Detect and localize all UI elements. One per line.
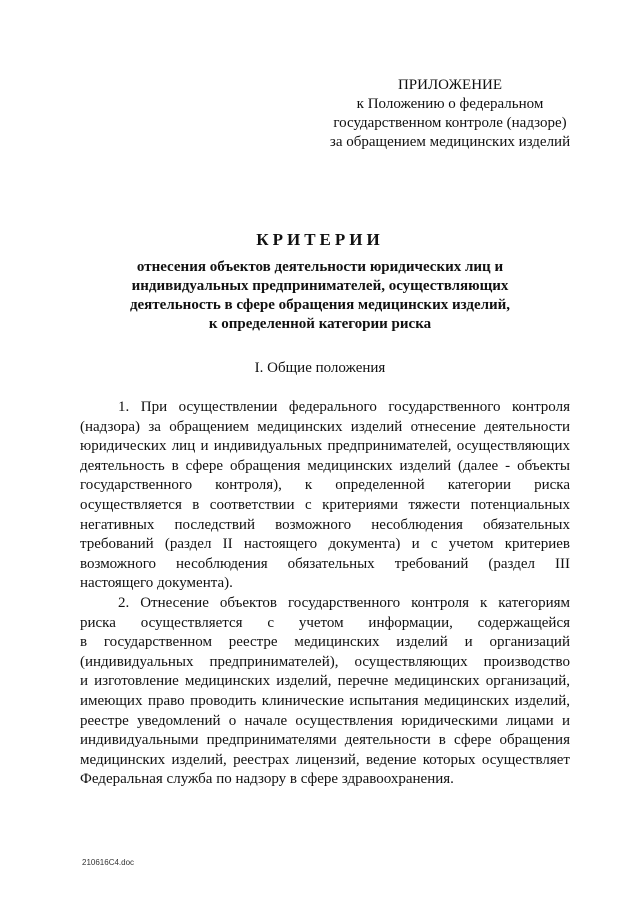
section-heading: I. Общие положения [254, 360, 386, 376]
paragraph-line: имеющих право проводить клинические испытания медицинских изделий, [80, 692, 570, 709]
paragraph-line: требований (раздел II настоящего документа) и с учетом критериев [80, 536, 570, 553]
paragraph-2 [80, 594, 570, 790]
paragraph-line: негативных последствий возможного несоблюдения обязательных [80, 516, 570, 533]
paragraph-line: и изготовление медицинских изделий, перечне медицинских организаций, [80, 673, 570, 690]
paragraph-1 [80, 398, 570, 594]
paragraph-line: настоящего документа). [80, 575, 233, 592]
document-body [80, 398, 570, 790]
document-title: КРИТЕРИИ [256, 230, 384, 249]
subtitle-line: деятельность в сфере обращения медицинских изделий, [129, 297, 511, 313]
paragraph-line: индивидуальными предпринимателями деятельности в сфере обращения [80, 732, 570, 749]
appendix-line: к Положению о федеральном [356, 96, 544, 112]
paragraph-line: медицинских изделий, реестрах лицензий, ведение которых осуществляет [80, 751, 570, 768]
paragraph-line: 1. При осуществлении федерального государственного контроля [118, 399, 570, 415]
appendix-line: за обращением медицинских изделий [329, 134, 571, 150]
paragraph-line: реестре уведомлений о начале осуществления юридическими лицами и [80, 712, 570, 729]
document-subtitle [80, 258, 560, 334]
paragraph-line: риска осуществляется с учетом информации, содержащейся [80, 614, 570, 631]
paragraph-line: Федеральная служба по надзору в сфере здравоохранения. [80, 771, 454, 788]
appendix-line: ПРИЛОЖЕНИЕ [397, 77, 503, 93]
appendix-header [300, 76, 600, 152]
paragraph-line: государственного контроля), к определенной категории риска [80, 477, 570, 494]
subtitle-line: индивидуальных предпринимателей, осуществляющих [131, 278, 509, 294]
paragraph-line: в государственном реестре медицинских изделий и организаций [80, 634, 570, 651]
paragraph-line: (надзора) за обращением медицинских изделий отнесение деятельности [80, 418, 570, 435]
paragraph-line: осуществляется в соответствии с критериями тяжести потенциальных [80, 496, 570, 513]
paragraph-line: деятельность в сфере обращения медицинских изделий (далее - объекты [80, 457, 570, 474]
subtitle-line: отнесения объектов деятельности юридических лиц и [136, 259, 504, 275]
subtitle-line: к определенной категории риска [208, 316, 432, 332]
file-name-footer: 210616C4.doc [82, 858, 135, 867]
paragraph-line: возможного несоблюдения обязательных требований (раздел III [80, 555, 570, 572]
paragraph-line: (индивидуальных предпринимателей), осуществляющих производство [80, 653, 570, 670]
paragraph-line: юридических лиц и индивидуальных предпринимателей, осуществляющих [80, 438, 570, 455]
paragraph-line: 2. Отнесение объектов государственного контроля к категориям [118, 594, 570, 611]
appendix-line: государственном контроле (надзоре) [333, 115, 567, 131]
